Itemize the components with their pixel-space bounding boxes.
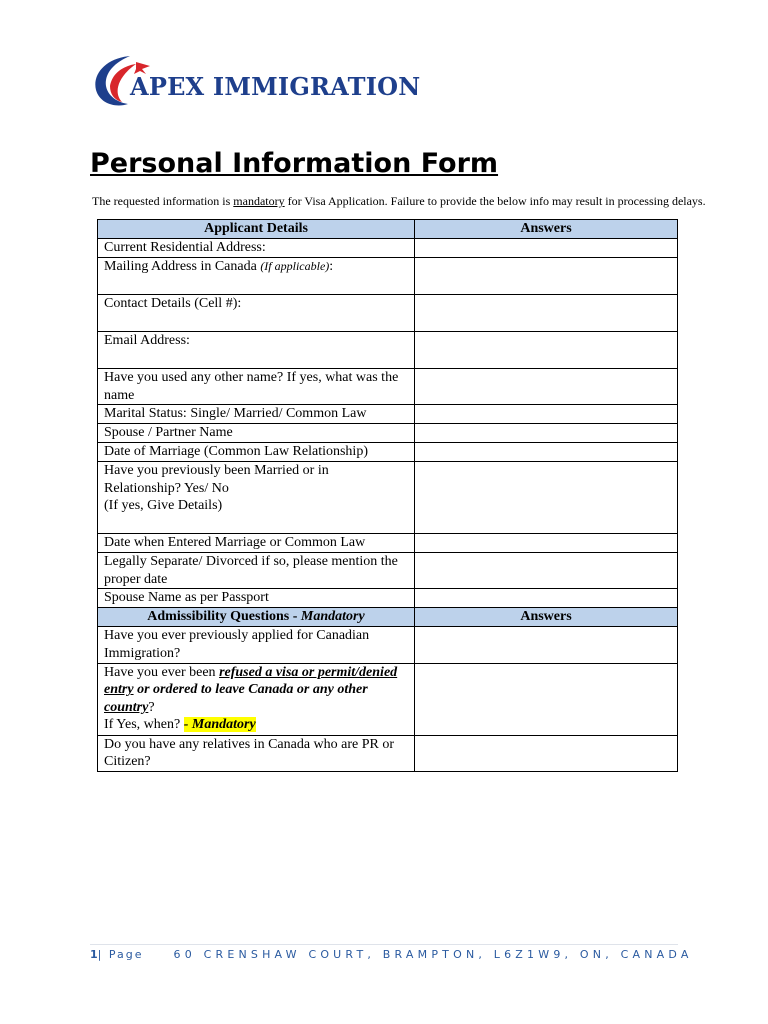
table-row — [98, 405, 678, 424]
answer-cell[interactable] — [415, 258, 678, 295]
table-header-applicant — [98, 220, 678, 239]
page-label: | Page — [97, 948, 144, 961]
question-cell: Mailing Address in Canada (If applicable): — [98, 258, 415, 295]
question-cell — [98, 462, 415, 534]
refused-q-when: If Yes, when? — [104, 717, 184, 733]
question-cell: Legally Separate/ Divorced if so, please mention the proper date — [98, 553, 415, 589]
question-cell: Do you have any relatives in Canada who are PR or Citizen? — [98, 735, 415, 771]
answer-cell[interactable] — [415, 369, 678, 405]
logo-brand-text: APEX IMMIGRATION — [130, 72, 421, 101]
table-row — [98, 735, 678, 771]
intro-after: for Visa Application. Failure to provide the below info may result in processing delays. — [284, 194, 706, 208]
table-row — [98, 462, 678, 534]
page-number: 1 — [90, 948, 98, 961]
intro-text — [92, 194, 706, 209]
question-cell: Date of Marriage (Common Law Relationship) — [98, 443, 415, 462]
answer-cell[interactable] — [415, 424, 678, 443]
refused-q-emph1: refused a visa or permit/denied entry — [104, 664, 398, 698]
table-row — [98, 443, 678, 462]
table-row — [98, 239, 678, 258]
admissibility-mandatory: Mandatory — [300, 609, 365, 625]
refused-q-emph3: country — [104, 699, 149, 715]
answer-cell[interactable] — [415, 295, 678, 332]
question-cell: Spouse Name as per Passport — [98, 589, 415, 608]
page-title: Personal Information Form — [90, 148, 499, 179]
refused-q-start: Have you ever been — [104, 664, 220, 680]
refused-q-emph2: or ordered to leave Canada or any other — [133, 682, 368, 698]
table-row — [98, 534, 678, 553]
previous-relationship-label: Have you previously been Married or in Relationship? Yes/ No — [104, 463, 329, 496]
question-cell: Current Residential Address: — [98, 239, 415, 258]
table-row — [98, 332, 678, 369]
answer-cell[interactable] — [415, 589, 678, 608]
answer-cell[interactable] — [415, 239, 678, 258]
answer-cell[interactable] — [415, 735, 678, 771]
question-cell: Marital Status: Single/ Married/ Common Law — [98, 405, 415, 424]
answer-cell[interactable] — [415, 462, 678, 534]
intro-before: The requested information is — [92, 194, 234, 208]
table-row — [98, 663, 678, 735]
table-row — [98, 258, 678, 295]
refused-q-mark: ? — [148, 699, 155, 715]
table-header-admissibility — [98, 608, 678, 627]
intro-mandatory: mandatory — [233, 194, 285, 208]
question-cell: Spouse / Partner Name — [98, 424, 415, 443]
admissibility-label: Admissibility Questions - — [147, 609, 301, 625]
answer-cell[interactable] — [415, 627, 678, 663]
answer-cell[interactable] — [415, 405, 678, 424]
answer-cell[interactable] — [415, 663, 678, 735]
mandatory-highlight: - Mandatory — [183, 717, 256, 733]
footer-divider — [90, 944, 678, 945]
question-cell: Email Address: — [98, 332, 415, 369]
question-cell: Contact Details (Cell #): — [98, 295, 415, 332]
question-cell: Have you used any other name? If yes, what was the name — [98, 369, 415, 405]
company-logo — [92, 50, 452, 110]
answer-cell[interactable] — [415, 553, 678, 589]
header-answers: Answers — [415, 608, 678, 627]
answer-cell[interactable] — [415, 534, 678, 553]
answer-cell[interactable] — [415, 332, 678, 369]
personal-info-table — [97, 219, 678, 772]
table-row — [98, 424, 678, 443]
table-row — [98, 627, 678, 663]
question-cell: Have you ever previously applied for Canadian Immigration? — [98, 627, 415, 663]
question-cell — [98, 663, 415, 735]
mailing-note: (If applicable) — [260, 259, 330, 273]
page-footer — [90, 948, 693, 961]
header-admissibility — [98, 608, 415, 627]
header-applicant-details: Applicant Details — [98, 220, 415, 239]
previous-relationship-note: (If yes, Give Details) — [104, 498, 223, 514]
table-row — [98, 369, 678, 405]
answer-cell[interactable] — [415, 443, 678, 462]
question-cell: Date when Entered Marriage or Common Law — [98, 534, 415, 553]
mailing-label: Mailing Address in Canada — [104, 259, 257, 274]
table-row — [98, 553, 678, 589]
footer-address: 60 CRENSHAW COURT, BRAMPTON, L6Z1W9, ON, CANADA — [173, 948, 693, 961]
header-answers: Answers — [415, 220, 678, 239]
table-row — [98, 589, 678, 608]
table-row — [98, 295, 678, 332]
